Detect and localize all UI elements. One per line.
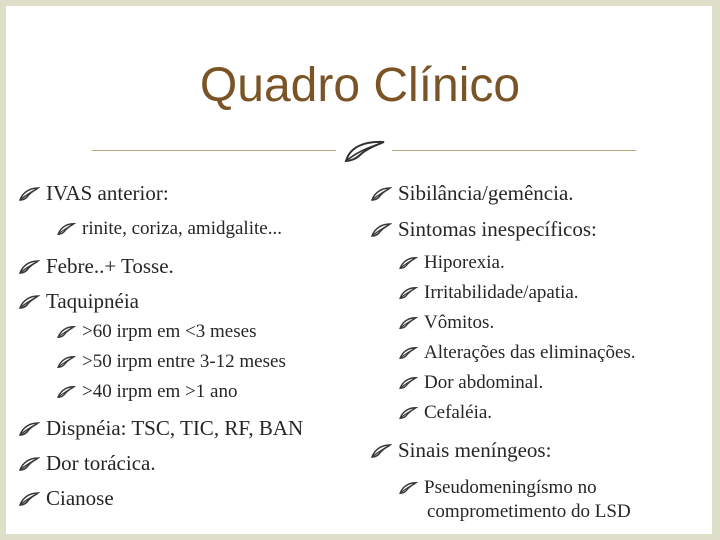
bullet-text: Vômitos.	[424, 312, 495, 333]
sub-bullet-item	[398, 373, 543, 394]
bullet-text: Dor torácica.	[46, 451, 156, 475]
bullet-text: >50 irpm entre 3-12 meses	[82, 351, 286, 372]
bullet-text: comprometimento do LSD	[427, 501, 631, 522]
bullet-text: Cianose	[46, 486, 114, 510]
bullet-item	[370, 183, 574, 206]
sub-bullet-item	[56, 219, 282, 240]
bullet-text: IVAS anterior:	[46, 181, 169, 205]
leaf-bullet-icon	[370, 221, 392, 242]
leaf-bullet-icon	[398, 285, 418, 304]
bullet-text: Pseudomeningísmo no	[424, 477, 597, 498]
bullet-text: Cefaléia.	[424, 402, 493, 423]
leaf-bullet-icon	[398, 480, 418, 499]
bullet-text: Taquipnéia	[46, 289, 139, 313]
leaf-bullet-icon	[56, 221, 76, 240]
leaf-bullet-icon	[398, 315, 418, 334]
leaf-bullet-icon	[398, 375, 418, 394]
sub-bullet-item	[56, 352, 286, 373]
bullet-item	[18, 291, 139, 314]
bullet-text: Dispnéia: TSC, TIC, RF, BAN	[46, 416, 304, 440]
leaf-bullet-icon	[18, 420, 40, 441]
bullet-text: Febre..+ Tosse.	[46, 254, 174, 278]
bullet-text: Sinais meníngeos:	[398, 438, 552, 462]
bullet-text: Hiporexia.	[424, 252, 505, 273]
leaf-bullet-icon	[18, 293, 40, 314]
bullet-item	[18, 256, 174, 279]
sub-bullet-item	[56, 382, 237, 403]
bullet-text: rinite, coriza, amidgalite...	[82, 218, 282, 239]
title-divider-left	[92, 150, 336, 151]
slide	[6, 6, 712, 534]
bullet-item	[18, 488, 114, 511]
leaf-bullet-icon	[56, 324, 76, 343]
bullet-text: Irritabilidade/apatia.	[424, 282, 579, 303]
leaf-bullet-icon	[56, 354, 76, 373]
leaf-bullet-icon	[370, 442, 392, 463]
sub-bullet-item	[398, 343, 636, 364]
bullet-text: >60 irpm em <3 meses	[82, 321, 257, 342]
bullet-item	[370, 219, 597, 242]
bullet-text: Sintomas inespecíficos:	[398, 217, 597, 241]
bullet-item	[18, 418, 303, 441]
sub-bullet-item	[398, 283, 579, 304]
leaf-bullet-icon	[398, 345, 418, 364]
leaf-bullet-icon	[370, 185, 392, 206]
bullet-text: Sibilância/gemência.	[398, 181, 574, 205]
sub-bullet-item	[398, 313, 494, 334]
sub-bullet-item	[427, 502, 631, 521]
leaf-ornament-icon	[342, 139, 388, 163]
sub-bullet-item	[398, 478, 597, 499]
bullet-text: Dor abdominal.	[424, 372, 544, 393]
title-divider-right	[392, 150, 636, 151]
slide-title: Quadro Clínico	[199, 59, 521, 112]
bullet-text: >40 irpm em >1 ano	[82, 381, 238, 402]
leaf-bullet-icon	[18, 455, 40, 476]
leaf-bullet-icon	[18, 258, 40, 279]
leaf-bullet-icon	[398, 405, 418, 424]
bullet-item	[18, 453, 156, 476]
sub-bullet-item	[56, 322, 256, 343]
leaf-bullet-icon	[18, 490, 40, 511]
leaf-bullet-icon	[56, 384, 76, 403]
bullet-item	[18, 183, 169, 206]
bullet-item	[370, 440, 551, 463]
sub-bullet-item	[398, 253, 505, 274]
bullet-text: Alterações das eliminações.	[424, 342, 636, 363]
sub-bullet-item	[398, 403, 492, 424]
leaf-bullet-icon	[18, 185, 40, 206]
leaf-bullet-icon	[398, 255, 418, 274]
